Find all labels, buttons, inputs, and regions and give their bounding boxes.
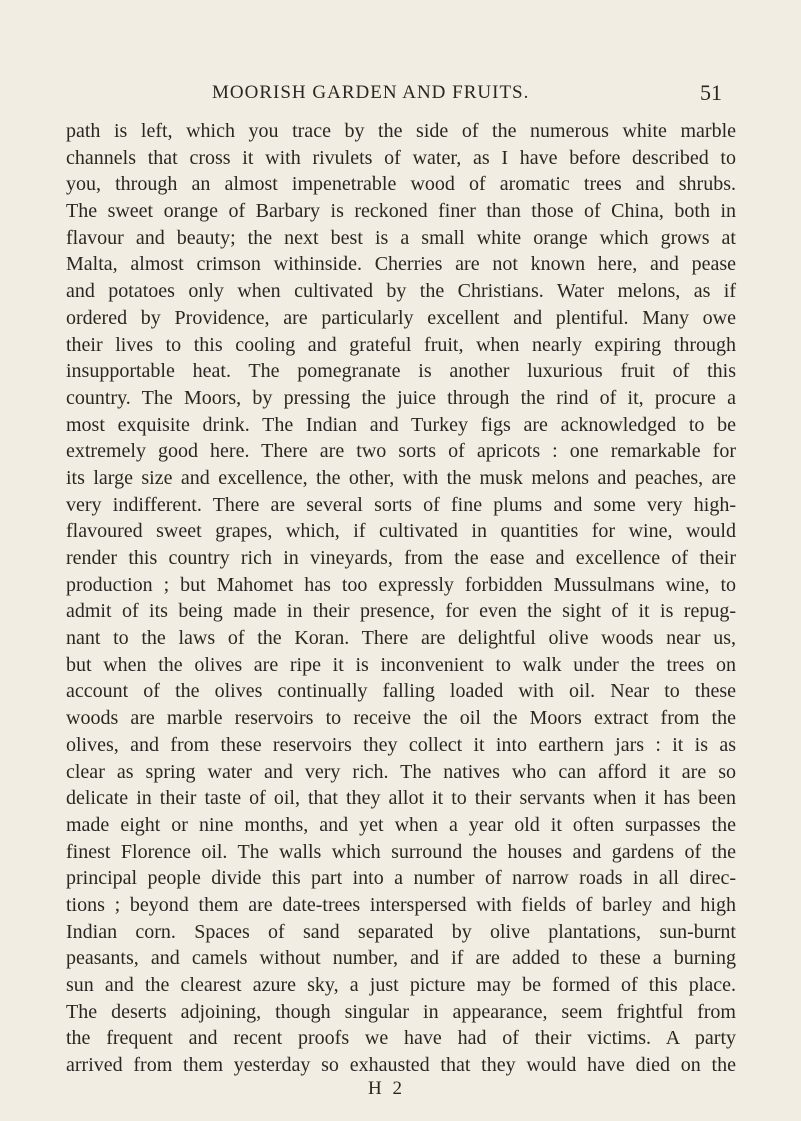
text-line: render this country rich in vineyards, from the ease and excellence of their — [66, 547, 736, 569]
text-line: extremely good here. There are two sorts of apricots : one remarkable for — [66, 440, 736, 463]
signature-mark: H 2 — [368, 1078, 405, 1099]
text-line: The deserts adjoining, though singular in appearance, seem frightful from — [66, 1000, 736, 1023]
text-line: flavoured sweet grapes, which, if cultivated in quantities for wine, would — [66, 520, 736, 543]
text-line: insupportable heat. The pomegranate is another luxurious fruit of this — [66, 360, 736, 383]
text-line: Malta, almost crimson withinside. Cherries are not known here, and pease — [66, 253, 736, 276]
text-line: flavour and beauty; the next best is a small white orange which grows at — [66, 226, 736, 249]
text-line: The sweet orange of Barbary is reckoned finer than those of China, both in — [66, 200, 736, 223]
text-line: account of the olives continually falling loaded with oil. Near to these — [66, 680, 736, 703]
text-line: ordered by Providence, are particularly excellent and plentiful. Many owe — [66, 306, 736, 329]
text-line: production ; but Mahomet has too expressly forbidden Mussulmans wine, to — [66, 573, 736, 596]
text-line: woods are marble reservoirs to receive the oil the Moors extract from the — [66, 707, 736, 730]
text-line: delicate in their taste of oil, that they allot it to their servants when it has been — [66, 787, 736, 810]
text-line: most exquisite drink. The Indian and Turkey figs are acknowledged to be — [66, 413, 736, 436]
page-number: 51 — [700, 80, 722, 105]
body-text — [66, 118, 736, 1079]
text-line: nant to the laws of the Koran. There are delightful olive woods near us, — [66, 627, 736, 650]
text-line: their lives to this cooling and grateful fruit, when nearly expiring through — [66, 333, 736, 356]
text-line: made eight or nine months, and yet when a year old it often surpasses the — [66, 813, 736, 836]
text-line: sun and the clearest azure sky, a just picture may be formed of this place. — [66, 974, 736, 996]
text-line: country. The Moors, by pressing the juice through the rind of it, procure a — [66, 386, 736, 409]
text-line: channels that cross it with rivulets of water, as I have before described to — [66, 146, 736, 169]
text-line: its large size and excellence, the other, with the musk melons and peaches, are — [66, 466, 736, 489]
text-line: admit of its being made in their presence, for even the sight of it is repug- — [66, 600, 736, 623]
text-line: arrived from them yesterday so exhausted that they would have died on the — [66, 1054, 736, 1077]
text-line: peasants, and camels without number, and if are added to these a burning — [66, 947, 736, 970]
running-title: MOORISH GARDEN AND FRUITS. — [212, 82, 530, 103]
text-line: and potatoes only when cultivated by the Christians. Water melons, as if — [66, 280, 736, 303]
text-line: Indian corn. Spaces of sand separated by olive plantations, sun-burnt — [66, 920, 736, 943]
text-line: principal people divide this part into a number of narrow roads in all direc- — [66, 867, 736, 890]
text-line: path is left, which you trace by the side of the numerous white marble — [66, 120, 736, 142]
text-line: the frequent and recent proofs we have had of their victims. A party — [66, 1027, 736, 1050]
text-line: very indifferent. There are several sorts of fine plums and some very high- — [66, 493, 736, 516]
text-line: finest Florence oil. The walls which surround the houses and gardens of the — [66, 840, 736, 863]
text-line: you, through an almost impenetrable wood of aromatic trees and shrubs. — [66, 173, 736, 196]
text-line: tions ; beyond them are date-trees interspersed with fields of barley and high — [66, 893, 736, 916]
text-line: clear as spring water and very rich. The natives who can afford it are so — [66, 760, 736, 783]
text-line: olives, and from these reservoirs they collect it into earthern jars : it is as — [66, 733, 736, 756]
text-line: but when the olives are ripe it is inconvenient to walk under the trees on — [66, 653, 736, 676]
running-head — [0, 82, 801, 112]
